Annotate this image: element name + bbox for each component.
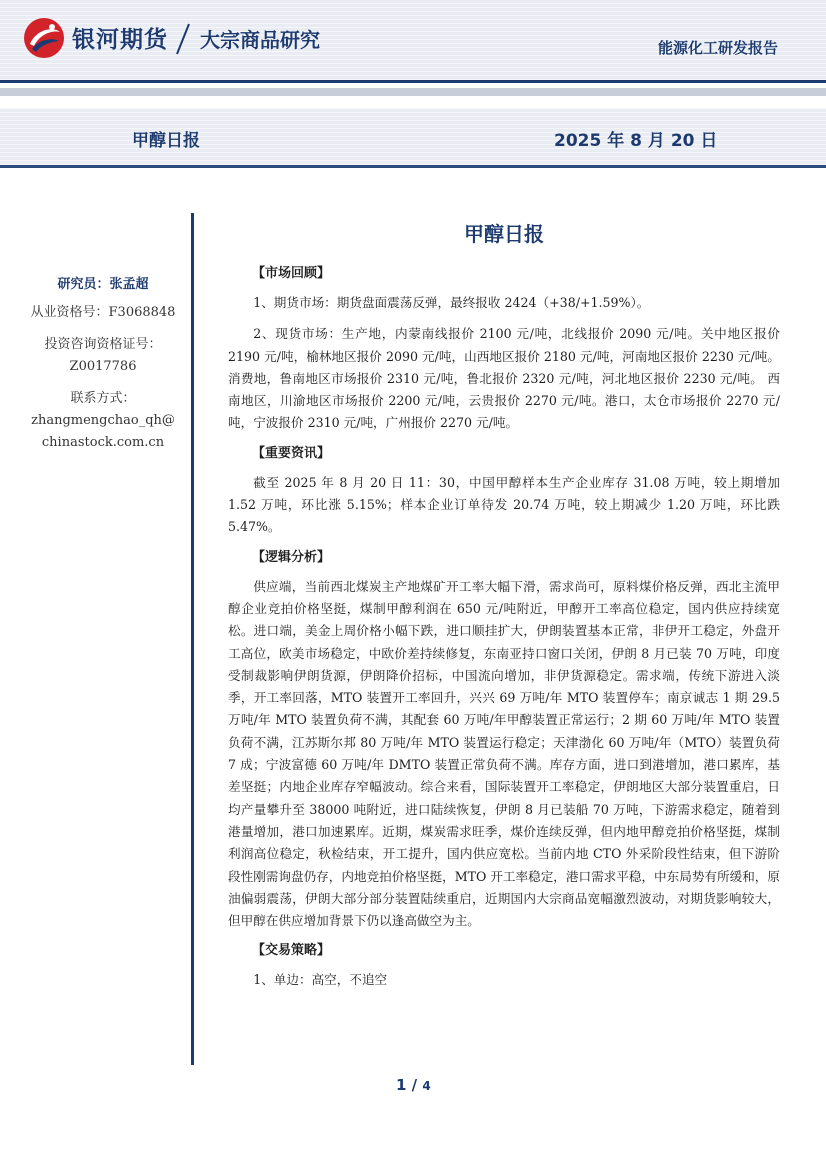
section-heading: 【市场回顾】 (252, 266, 331, 281)
report-title-band (0, 108, 826, 168)
paragraph: 2、现货市场：生产地，内蒙南线报价 2100 元/吨，北线报价 2090 元/吨。关中地区报价 2190 元/吨，榆林地区报价 2090 元/吨，山西地区报价 2180 元/吨，河南地区报价 2230 元/吨。消费地，鲁南地区市场报价 2310 元/吨，鲁北报价 2320 元/吨，河北地区报价 2230 元/吨。 西南地区，川渝地区市场报价 2200 元/吨，云贵报价 2270 元/吨。港口，太仓市场报价 2270 元/吨，宁波报价 2310 元/吨，广州报价 2270 元/吨。 (228, 326, 780, 431)
section-key-news (228, 444, 780, 539)
department-name: 能源化工研发报告 (657, 39, 778, 57)
qualification-number: 从业资格号：F3068848 (30, 305, 176, 320)
section-heading: 【逻辑分析】 (252, 549, 331, 565)
section-name: 大宗商品研究 (200, 28, 320, 52)
section-heading: 【重要资讯】 (252, 445, 331, 461)
consult-license-label: 投资咨询资格证号： (44, 337, 162, 352)
section-heading: 【交易策略】 (252, 943, 331, 959)
report-title: 甲醇日报 (464, 222, 544, 246)
contact-label: 联系方式： (70, 391, 136, 406)
header-rule (0, 80, 826, 83)
page-separator: / (406, 1076, 423, 1094)
report-date: 2025 年 8 月 20 日 (554, 131, 718, 151)
paragraph: 截至 2025 年 8 月 20 日 11：30，中国甲醇样本生产企业库存 31.08 万吨，较上期增加 1.52 万吨，环比涨 5.15%；样本企业订单待发 20.74 万吨，较上期减少 1.20 万吨，环比跌 5.47%。 (228, 474, 780, 535)
researcher-name: 研究员：张孟超 (57, 277, 149, 292)
galaxy-futures-logo-icon (22, 16, 66, 60)
brand-name: 银河期货 (72, 27, 168, 53)
paragraph: 1、单边：高空，不追空 (253, 972, 388, 988)
header-divider-slash (173, 22, 193, 56)
page-total: 4 (422, 1079, 431, 1093)
section-logic-analysis (228, 548, 780, 933)
section-trading-strategy (228, 941, 780, 991)
report-body (228, 218, 780, 1001)
section-market-review (228, 264, 780, 435)
band-report-title: 甲醇日报 (132, 131, 200, 151)
paragraph: 1、期货市场：期货盘面震荡反弹，最终报收 2424（+38/+1.59%）。 (253, 295, 650, 310)
paragraph: 供应端，当前西北煤炭主产地煤矿开工率大幅下滑，需求尚可，原料煤价格反弹，西北主流甲醇企业竞拍价格坚挺，煤制甲醇利润在 650 元/吨附近，甲醇开工率高位稳定，国内供应持续宽松。进口端，美金上周价格小幅下跌，进口顺挂扩大，伊朗装置基本正常，非伊开工稳定，外盘开工高位，欧美市场稳定，中欧价差持续修复，东南亚持口窗口关闭，伊朗 8 月已装 70 万吨，印度受制裁影响伊朗货源，伊朗降价招标，中国流向增加，非伊货源稳定。需求端，传统下游进入淡季，开工率回落，MTO 装置开工率回升，兴兴 69 万吨/年 MTO 装置停车；南京诚志 1 期 29.5 万吨/年 MTO 装置负荷不满，其配套 60 万吨/年甲醇装置正常运行；2 期 60 万吨/年 MTO 装置负荷不满，江苏斯尔邦 80 万吨/年 MTO 装置运行稳定；天津渤化 60 万吨/年（MTO）装置负荷 7 成；宁波富德 60 万吨/年 DMTO 装置正常负荷不满。库存方面，进口到港增加，港口累库，基差坚挺；内地企业库存窄幅波动。综合来看，国际装置开工率稳定，伊朗地区大部分装置重启，日均产量攀升至 38000 吨附近，进口陆续恢复，伊朗 8 月已装船 70 万吨，下游需求稳定，随着到港量增加，港口加速累库。近期，煤炭需求旺季，煤价连续反弹，但内地甲醇竞拍价格坚挺，煤制利润高位稳定，秋检结束，开工提升，国内供应宽松。当前内地 CTO 外采阶段性结束，但下游阶段性刚需询盘仍存，内地竞拍价格坚挺，MTO 开工率稳定，港口需求平稳，中东局势有所缓和，原油偏弱震荡，伊朗大部分部分装置陆续重启，近期国内大宗商品宽幅激烈波动，对期货影响较大，但甲醇在供应增加背景下仍以逢高做空为主。 (228, 578, 780, 929)
contact-email-line-2[interactable]: chinastock.com.cn (41, 435, 165, 450)
page-number (396, 1076, 431, 1094)
sidebar-divider (191, 213, 194, 1065)
consult-license-id: Z0017786 (69, 359, 137, 374)
header-accent-strip (0, 88, 826, 96)
report-header (0, 0, 826, 80)
analyst-sidebar (22, 274, 184, 454)
page-current: 1 (396, 1076, 407, 1094)
contact-email-line-1[interactable]: zhangmengchao_qh@ (31, 413, 175, 428)
